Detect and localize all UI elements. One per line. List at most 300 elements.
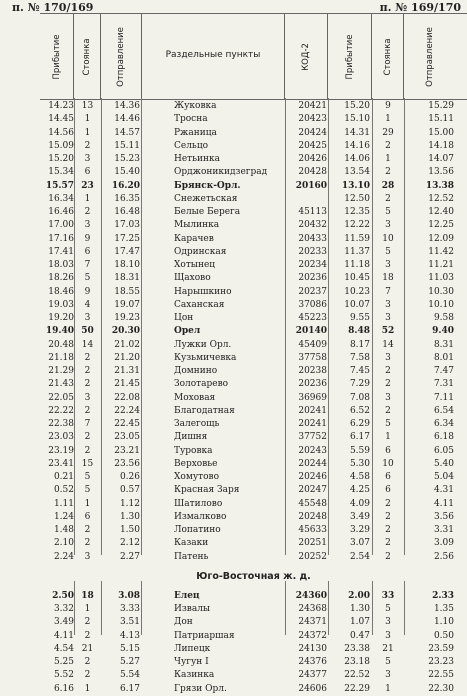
departure-2-cell: 14.18 <box>428 140 454 151</box>
stop-cell: 9 <box>84 286 91 297</box>
departure-cell: 14.57 <box>114 127 140 138</box>
table-row <box>40 339 467 352</box>
table-row <box>40 100 467 113</box>
arrival-cell: 23.19 <box>48 445 74 456</box>
table-row <box>40 140 467 153</box>
arrival-2-cell: 6.52 <box>349 405 370 416</box>
departure-cell: 14.46 <box>114 114 140 125</box>
arrival-cell: 19.03 <box>48 299 74 310</box>
station-cell: Патриаршая <box>174 630 235 641</box>
departure-2-cell: 14.07 <box>428 154 454 164</box>
departure-cell: 5.15 <box>119 643 140 654</box>
departure-2-cell: 12.25 <box>428 220 454 231</box>
stop-cell: 4 <box>84 299 91 310</box>
arrival-cell: 19.40 <box>45 326 74 337</box>
arrival-2-cell: 12.50 <box>344 193 370 204</box>
departure-cell: 3.08 <box>118 590 140 601</box>
arrival-2-cell: 3.07 <box>349 538 370 549</box>
code-cell: 20140 <box>295 326 327 337</box>
stop-cell: 6 <box>84 511 91 522</box>
stop-cell: 2 <box>84 445 91 456</box>
arrival-cell: 2.50 <box>52 590 74 601</box>
table-body-southeast <box>40 590 467 696</box>
table-row <box>40 643 467 656</box>
stop-cell: 7 <box>84 260 91 270</box>
header-departure-2: Отправление <box>425 26 435 87</box>
arrival-2-cell: 6.17 <box>349 432 370 443</box>
arrival-2-cell: 13.10 <box>341 180 370 191</box>
code-cell: 45113 <box>298 207 327 217</box>
arrival-cell: 14.45 <box>48 114 74 125</box>
code-cell: 20424 <box>298 127 327 138</box>
departure-cell: 1.30 <box>119 511 140 522</box>
departure-2-cell: 4.31 <box>433 485 454 496</box>
arrival-2-cell: 13.54 <box>344 167 370 178</box>
departure-cell: 17.03 <box>114 220 140 231</box>
stop-cell: 7 <box>84 419 91 429</box>
arrival-cell: 0.21 <box>53 472 74 482</box>
departure-cell: 18.55 <box>114 286 140 297</box>
station-cell: Одринская <box>174 246 227 257</box>
arrival-cell: 1.11 <box>53 498 74 509</box>
table-row <box>40 259 467 272</box>
station-cell: Орел <box>174 326 201 337</box>
code-cell: 24372 <box>298 630 327 641</box>
station-cell: Карачев <box>174 233 214 244</box>
stop-2-cell: 2 <box>385 551 391 562</box>
stop-2-cell: 9 <box>385 101 391 111</box>
departure-2-cell: 23.59 <box>428 643 454 654</box>
stop-2-cell: 3 <box>385 299 391 310</box>
departure-cell: 17.47 <box>114 246 140 257</box>
table-row <box>40 166 467 179</box>
stop-2-cell: 2 <box>385 379 391 390</box>
table-row <box>40 299 467 312</box>
arrival-2-cell: 5.30 <box>349 458 370 469</box>
stop-2-cell: 1 <box>385 683 391 694</box>
code-cell: 45633 <box>298 525 327 535</box>
stop-2-cell: 1 <box>385 154 391 164</box>
arrival-cell: 19.20 <box>48 313 74 323</box>
departure-cell: 19.07 <box>114 299 140 310</box>
departure-2-cell: 13.38 <box>425 180 454 191</box>
departure-cell: 20.30 <box>111 326 140 337</box>
stop-cell: 23 <box>81 180 94 191</box>
station-cell: Хомутово <box>174 472 220 482</box>
code-cell: 20428 <box>298 167 327 178</box>
stop-cell: 2 <box>84 670 91 681</box>
station-cell: Золотарево <box>174 379 229 390</box>
departure-cell: 17.25 <box>114 233 140 244</box>
code-cell: 20241 <box>298 405 327 416</box>
stop-2-cell: 14 <box>382 339 394 350</box>
station-cell: Патень <box>174 551 209 562</box>
stop-cell: 2 <box>84 525 91 535</box>
station-cell: Туровка <box>174 445 213 456</box>
arrival-2-cell: 11.37 <box>344 246 370 257</box>
departure-2-cell: 22.55 <box>428 670 454 681</box>
arrival-cell: 21.18 <box>48 352 74 363</box>
arrival-cell: 15.09 <box>48 140 74 151</box>
stop-2-cell: 3 <box>385 630 391 641</box>
arrival-2-cell: 6.29 <box>349 419 370 429</box>
station-cell: Казинка <box>174 670 215 681</box>
station-cell: Извалы <box>174 604 211 614</box>
arrival-cell: 18.46 <box>48 286 74 297</box>
departure-cell: 22.45 <box>114 419 140 429</box>
stop-2-cell: 3 <box>385 352 391 363</box>
stop-cell: 2 <box>84 405 91 416</box>
stop-2-cell: 3 <box>385 617 391 628</box>
departure-2-cell: 5.40 <box>433 458 454 469</box>
station-cell: Залегощь <box>174 419 220 429</box>
table-row <box>40 352 467 365</box>
code-cell: 45409 <box>298 339 327 350</box>
stop-2-cell: 28 <box>381 180 395 191</box>
stop-cell: 3 <box>84 154 91 164</box>
departure-2-cell: 2.56 <box>433 551 454 562</box>
arrival-2-cell: 7.58 <box>349 352 370 363</box>
code-cell: 20252 <box>298 551 327 562</box>
code-cell: 20425 <box>298 140 327 151</box>
arrival-2-cell: 10.23 <box>344 286 370 297</box>
table-row <box>40 603 467 616</box>
departure-cell: 1.50 <box>119 525 140 535</box>
stop-cell: 1 <box>84 498 91 509</box>
stop-2-cell: 29 <box>382 127 394 138</box>
table-row <box>40 590 467 603</box>
departure-2-cell: 4.11 <box>433 498 454 509</box>
stop-2-cell: 5 <box>385 657 391 667</box>
arrival-cell: 15.20 <box>48 154 74 164</box>
station-cell: Нетьинка <box>174 154 221 164</box>
header-code: КОД-2 <box>285 14 328 99</box>
arrival-cell: 17.16 <box>48 233 74 244</box>
table-row <box>40 683 467 696</box>
header-arrival-2: Прибытие <box>328 14 372 99</box>
arrival-2-cell: 12.22 <box>344 220 370 231</box>
arrival-cell: 23.41 <box>48 458 74 469</box>
station-cell: Снежетьская <box>174 193 238 204</box>
arrival-2-cell: 4.09 <box>349 498 370 509</box>
arrival-2-cell: 22.52 <box>344 670 370 681</box>
code-cell: 24130 <box>298 643 327 654</box>
code-cell: 20233 <box>298 246 327 257</box>
station-cell: Цон <box>174 313 194 323</box>
station-cell: Щахово <box>174 273 211 284</box>
station-cell: Лужки Орл. <box>174 339 232 350</box>
departure-cell: 23.56 <box>114 458 140 469</box>
train-number-right: п. № 169/170 <box>379 1 461 14</box>
departure-2-cell: 2.33 <box>432 590 454 601</box>
station-cell: Шатилово <box>174 498 223 509</box>
code-cell: 24377 <box>298 670 327 681</box>
arrival-cell: 16.34 <box>48 193 74 204</box>
arrival-2-cell: 7.29 <box>349 379 370 390</box>
arrival-cell: 16.46 <box>48 207 74 217</box>
arrival-2-cell: 15.10 <box>344 114 370 125</box>
arrival-2-cell: 14.16 <box>344 140 370 151</box>
code-cell: 20236 <box>298 379 327 390</box>
code-cell: 24376 <box>298 657 327 667</box>
stop-2-cell: 3 <box>385 392 391 403</box>
code-cell: 37752 <box>298 432 327 443</box>
stop-cell: 2 <box>84 366 91 376</box>
code-cell: 24371 <box>298 617 327 628</box>
arrival-cell: 15.34 <box>48 167 74 178</box>
departure-cell: 4.13 <box>119 630 140 641</box>
station-cell: Верховье <box>174 458 218 469</box>
station-cell: Тросна <box>174 114 208 125</box>
table-row <box>40 405 467 418</box>
stop-2-cell: 1 <box>385 432 391 443</box>
stop-2-cell: 5 <box>385 604 391 614</box>
departure-2-cell: 7.31 <box>433 379 454 390</box>
stop-cell: 2 <box>84 538 91 549</box>
station-cell: Ржаница <box>174 127 217 138</box>
arrival-cell: 2.24 <box>53 551 74 562</box>
stop-2-cell: 2 <box>385 511 391 522</box>
stop-2-cell: 2 <box>385 498 391 509</box>
arrival-2-cell: 1.07 <box>349 617 370 628</box>
arrival-2-cell: 4.25 <box>349 485 370 496</box>
table-row <box>40 551 467 564</box>
arrival-2-cell: 23.18 <box>344 657 370 667</box>
departure-cell: 3.33 <box>119 604 140 614</box>
departure-2-cell: 0.50 <box>433 630 454 641</box>
arrival-2-cell: 23.38 <box>344 643 370 654</box>
arrival-cell: 22.38 <box>48 419 74 429</box>
stop-2-cell: 18 <box>382 273 394 284</box>
table-row <box>40 378 467 391</box>
code-cell: 20244 <box>298 458 327 469</box>
departure-2-cell: 5.04 <box>433 472 454 482</box>
stop-2-cell: 2 <box>385 140 391 151</box>
table-row <box>40 206 467 219</box>
stop-2-cell: 1 <box>385 114 391 125</box>
departure-cell: 16.35 <box>114 193 140 204</box>
departure-cell: 21.20 <box>114 352 140 363</box>
stop-cell: 1 <box>84 114 91 125</box>
arrival-2-cell: 3.49 <box>349 511 370 522</box>
table-row <box>40 656 467 669</box>
departure-2-cell: 11.42 <box>428 246 454 257</box>
arrival-2-cell: 1.30 <box>349 604 370 614</box>
arrival-cell: 1.24 <box>53 511 74 522</box>
code-cell: 20248 <box>298 511 327 522</box>
stop-2-cell: 2 <box>385 405 391 416</box>
departure-cell: 19.23 <box>114 313 140 323</box>
code-cell: 20247 <box>298 485 327 496</box>
arrival-cell: 6.16 <box>53 683 74 694</box>
stop-2-cell: 3 <box>385 260 391 270</box>
stop-cell: 13 <box>81 101 94 111</box>
stop-2-cell: 2 <box>385 167 391 178</box>
stop-cell: 3 <box>84 392 91 403</box>
table-row <box>40 246 467 259</box>
table-row <box>40 233 467 246</box>
arrival-2-cell: 8.17 <box>349 339 370 350</box>
departure-cell: 21.02 <box>114 339 140 350</box>
table-row <box>40 431 467 444</box>
table-row <box>40 365 467 378</box>
stop-2-cell: 5 <box>385 207 391 217</box>
stop-2-cell: 2 <box>385 366 391 376</box>
stop-2-cell: 7 <box>385 286 391 297</box>
code-cell: 45223 <box>298 313 327 323</box>
station-cell: Брянск-Орл. <box>174 180 241 191</box>
table-row <box>40 312 467 325</box>
arrival-2-cell: 7.08 <box>349 392 370 403</box>
stop-cell: 21 <box>81 643 94 654</box>
code-cell: 20243 <box>298 445 327 456</box>
code-cell: 45548 <box>298 498 327 509</box>
arrival-2-cell: 3.29 <box>349 525 370 535</box>
table-row <box>40 484 467 497</box>
stop-cell: 1 <box>84 193 91 204</box>
stop-cell: 6 <box>84 246 91 257</box>
departure-2-cell: 1.10 <box>433 617 454 628</box>
stop-2-cell: 10 <box>382 458 394 469</box>
stop-cell: 2 <box>84 352 91 363</box>
arrival-2-cell: 14.31 <box>344 127 370 138</box>
departure-2-cell: 22.30 <box>428 683 454 694</box>
station-cell: Домнино <box>174 366 218 376</box>
code-cell: 20234 <box>298 260 327 270</box>
code-cell: 24360 <box>295 590 327 601</box>
arrival-cell: 17.00 <box>48 220 74 231</box>
table-row <box>40 445 467 458</box>
table-row <box>40 669 467 682</box>
departure-2-cell: 11.21 <box>428 260 454 270</box>
station-cell: Чугун I <box>174 657 209 667</box>
table-header <box>40 13 467 100</box>
departure-2-cell: 10.30 <box>428 286 454 297</box>
code-cell: 20241 <box>298 419 327 429</box>
departure-2-cell: 6.18 <box>433 432 454 443</box>
stop-cell: 5 <box>84 273 91 284</box>
departure-2-cell: 3.56 <box>433 511 454 522</box>
departure-2-cell: 15.00 <box>428 127 454 138</box>
departure-2-cell: 7.11 <box>433 392 454 403</box>
stop-cell: 1 <box>84 683 91 694</box>
arrival-2-cell: 12.35 <box>344 207 370 217</box>
station-cell: Липецк <box>174 643 211 654</box>
arrival-2-cell: 4.58 <box>349 472 370 482</box>
departure-2-cell: 11.03 <box>428 273 454 284</box>
stop-cell: 1 <box>84 604 91 614</box>
stop-2-cell: 10 <box>382 233 394 244</box>
station-cell: Дишня <box>174 432 208 443</box>
stop-cell: 2 <box>84 207 91 217</box>
stop-2-cell: 2 <box>385 193 391 204</box>
code-cell: 24368 <box>298 604 327 614</box>
station-cell: Благодатная <box>174 405 235 416</box>
departure-cell: 23.21 <box>114 445 140 456</box>
departure-cell: 14.36 <box>114 101 140 111</box>
arrival-cell: 14.23 <box>48 101 74 111</box>
table-row <box>40 630 467 643</box>
arrival-cell: 23.03 <box>48 432 74 443</box>
departure-2-cell: 8.31 <box>433 339 454 350</box>
departure-cell: 5.54 <box>119 670 140 681</box>
stop-2-cell: 3 <box>385 670 391 681</box>
stop-cell: 6 <box>84 167 91 178</box>
code-cell: 20238 <box>298 366 327 376</box>
arrival-2-cell: 0.47 <box>349 630 370 641</box>
table-row <box>40 458 467 471</box>
arrival-cell: 0.52 <box>53 485 74 496</box>
station-cell: Красная Заря <box>174 485 240 496</box>
station-cell: Кузьмичевка <box>174 352 237 363</box>
arrival-cell: 1.48 <box>53 525 74 535</box>
arrival-cell: 17.41 <box>48 246 74 257</box>
table-row <box>40 392 467 405</box>
departure-cell: 16.20 <box>111 180 140 191</box>
departure-cell: 15.11 <box>114 140 140 151</box>
stop-cell: 3 <box>84 313 91 323</box>
header-stop: Стоянка <box>74 14 101 99</box>
stop-cell: 18 <box>81 590 94 601</box>
arrival-2-cell: 11.18 <box>344 260 370 270</box>
code-cell: 20246 <box>298 472 327 482</box>
arrival-2-cell: 22.29 <box>344 683 370 694</box>
arrival-2-cell: 10.45 <box>344 273 370 284</box>
arrival-cell: 5.52 <box>53 670 74 681</box>
departure-cell: 1.12 <box>119 498 140 509</box>
stop-cell: 5 <box>84 472 91 482</box>
arrival-cell: 15.57 <box>45 180 74 191</box>
table-row <box>40 180 467 193</box>
stop-cell: 5 <box>84 485 91 496</box>
table-row <box>40 325 467 338</box>
stop-2-cell: 21 <box>382 643 394 654</box>
departure-cell: 0.57 <box>119 485 140 496</box>
departure-2-cell: 12.40 <box>428 207 454 217</box>
code-cell: 37758 <box>298 352 327 363</box>
station-cell: Сельцо <box>174 140 209 151</box>
station-cell: Елец <box>174 590 200 601</box>
table-row <box>40 272 467 285</box>
header-departure: Отправление <box>101 14 142 99</box>
departure-2-cell: 12.52 <box>428 193 454 204</box>
stop-cell: 2 <box>84 657 91 667</box>
table-row <box>40 471 467 484</box>
stop-cell: 2 <box>84 432 91 443</box>
station-cell: Грязи Орл. <box>174 683 227 694</box>
arrival-cell: 21.43 <box>48 379 74 390</box>
arrival-cell: 2.10 <box>53 538 74 549</box>
departure-2-cell: 15.29 <box>428 101 454 111</box>
departure-cell: 22.24 <box>114 405 140 416</box>
departure-2-cell: 9.58 <box>433 313 454 323</box>
departure-2-cell: 7.47 <box>433 366 454 376</box>
departure-cell: 2.12 <box>119 538 140 549</box>
arrival-cell: 3.32 <box>53 604 74 614</box>
code-cell: 20236 <box>298 273 327 284</box>
departure-2-cell: 3.09 <box>433 538 454 549</box>
code-cell: 36969 <box>298 392 327 403</box>
arrival-2-cell: 2.00 <box>348 590 370 601</box>
table-body-north <box>40 100 467 564</box>
stop-cell: 2 <box>84 617 91 628</box>
stop-cell: 2 <box>84 140 91 151</box>
departure-2-cell: 13.56 <box>428 167 454 178</box>
departure-2-cell: 9.40 <box>432 326 454 337</box>
stop-cell: 3 <box>84 551 91 562</box>
stop-2-cell: 5 <box>385 419 391 429</box>
table-row <box>40 113 467 126</box>
